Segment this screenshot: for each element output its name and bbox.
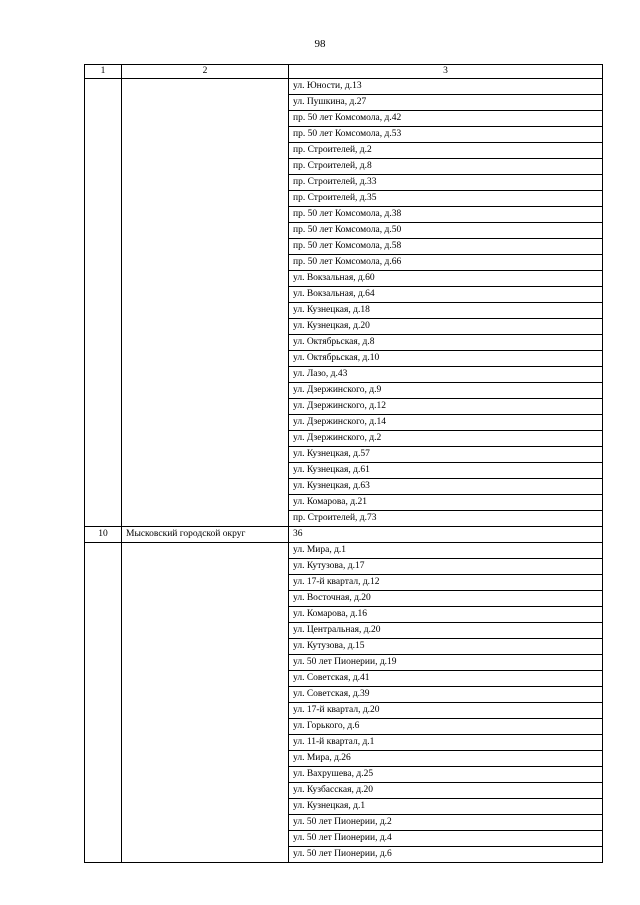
- address-cell: ул. Дзержинского, д.9: [289, 383, 603, 399]
- address-cell: ул. Дзержинского, д.2: [289, 431, 603, 447]
- table-row: [85, 527, 603, 543]
- address-cell: ул. 17-й квартал, д.12: [289, 575, 603, 591]
- municipality-cell: [122, 79, 289, 527]
- column-2-header: 2: [122, 65, 289, 79]
- address-cell: ул. Кузнецкая, д.57: [289, 447, 603, 463]
- address-cell: ул. Юности, д.13: [289, 79, 603, 95]
- address-cell: ул. Кузнецкая, д.61: [289, 463, 603, 479]
- address-cell: ул. Советская, д.41: [289, 671, 603, 687]
- address-cell: ул. Кузнецкая, д.1: [289, 799, 603, 815]
- address-cell: ул. Октябрьская, д.8: [289, 335, 603, 351]
- address-cell: ул. Кутузова, д.17: [289, 559, 603, 575]
- address-table: [84, 64, 603, 863]
- address-cell: ул. 50 лет Пионерии, д.6: [289, 847, 603, 863]
- address-cell: ул. Вокзальная, д.64: [289, 287, 603, 303]
- table-row: [85, 79, 603, 95]
- address-cell: ул. Советская, д.39: [289, 687, 603, 703]
- column-number-row: [85, 65, 603, 79]
- address-cell: ул. Мира, д.26: [289, 751, 603, 767]
- address-cell: ул. Кузнецкая, д.63: [289, 479, 603, 495]
- address-cell: ул. Кузнецкая, д.20: [289, 319, 603, 335]
- address-cell: ул. Центральная, д.20: [289, 623, 603, 639]
- address-cell: пр. 50 лет Комсомола, д.53: [289, 127, 603, 143]
- address-count-cell: 36: [289, 527, 603, 543]
- address-cell: ул. Кузбасская, д.20: [289, 783, 603, 799]
- address-cell: ул. Вокзальная, д.60: [289, 271, 603, 287]
- address-cell: пр. 50 лет Комсомола, д.42: [289, 111, 603, 127]
- address-cell: ул. 50 лет Пионерии, д.4: [289, 831, 603, 847]
- address-cell: пр. Строителей, д.35: [289, 191, 603, 207]
- address-cell: пр. Строителей, д.8: [289, 159, 603, 175]
- address-cell: пр. 50 лет Комсомола, д.58: [289, 239, 603, 255]
- address-cell: пр. Строителей, д.73: [289, 511, 603, 527]
- row-number-cell: 10: [85, 527, 122, 543]
- column-3-header: 3: [289, 65, 603, 79]
- address-cell: ул. 17-й квартал, д.20: [289, 703, 603, 719]
- table-row: [85, 543, 603, 559]
- address-cell: ул. Дзержинского, д.12: [289, 399, 603, 415]
- address-cell: ул. 50 лет Пионерии, д.19: [289, 655, 603, 671]
- address-cell: ул. Восточная, д.20: [289, 591, 603, 607]
- address-cell: ул. Комарова, д.16: [289, 607, 603, 623]
- address-cell: ул. Лазо, д.43: [289, 367, 603, 383]
- address-cell: ул. 11-й квартал, д.1: [289, 735, 603, 751]
- page-number: 98: [314, 38, 326, 50]
- address-cell: пр. 50 лет Комсомола, д.50: [289, 223, 603, 239]
- address-cell: ул. Горького, д.6: [289, 719, 603, 735]
- column-1-header: 1: [85, 65, 122, 79]
- address-cell: ул. 50 лет Пионерии, д.2: [289, 815, 603, 831]
- address-cell: пр. 50 лет Комсомола, д.38: [289, 207, 603, 223]
- address-cell: ул. Октябрьская, д.10: [289, 351, 603, 367]
- municipality-name: Мысковский городской округ: [122, 527, 289, 543]
- address-cell: ул. Кутузова, д.15: [289, 639, 603, 655]
- address-cell: ул. Пушкина, д.27: [289, 95, 603, 111]
- address-cell: ул. Дзержинского, д.14: [289, 415, 603, 431]
- row-number-cell: [85, 79, 122, 527]
- address-cell: ул. Вахрушева, д.25: [289, 767, 603, 783]
- address-cell: пр. 50 лет Комсомола, д.66: [289, 255, 603, 271]
- address-cell: пр. Строителей, д.33: [289, 175, 603, 191]
- municipality-cell: [122, 543, 289, 863]
- address-cell: ул. Комарова, д.21: [289, 495, 603, 511]
- address-cell: ул. Мира, д.1: [289, 543, 603, 559]
- row-number-cell: [85, 543, 122, 863]
- address-cell: ул. Кузнецкая, д.18: [289, 303, 603, 319]
- address-cell: пр. Строителей, д.2: [289, 143, 603, 159]
